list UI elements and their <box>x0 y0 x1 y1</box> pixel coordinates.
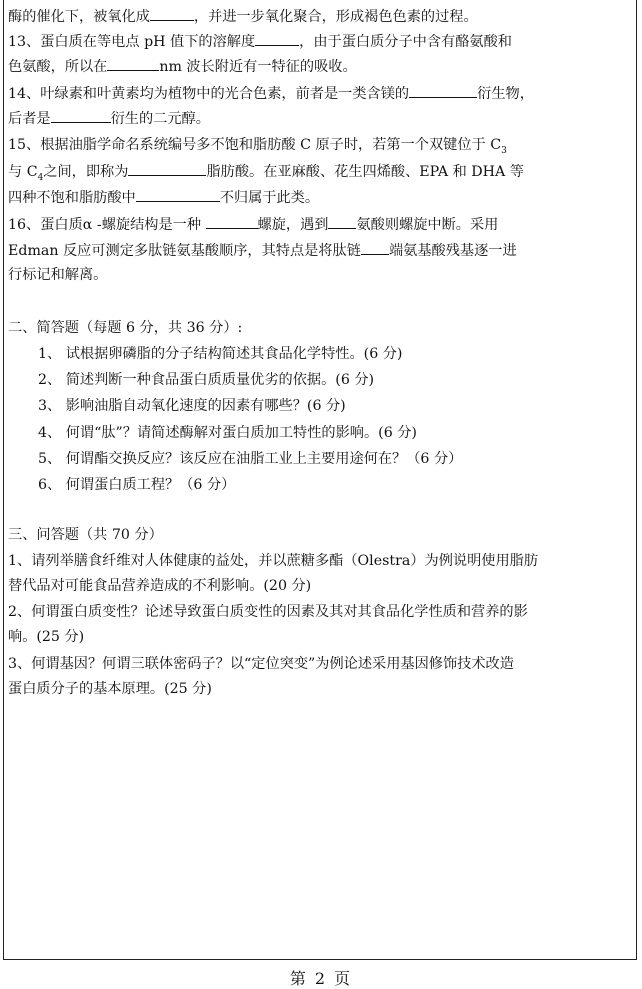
fill-line-2 <box>8 31 512 51</box>
text-segment: 螺旋，遇到 <box>257 217 329 233</box>
section2-item-6: 6、 何谓蛋白质工程？（6 分） <box>38 477 236 493</box>
text-segment: 与 C <box>8 164 38 180</box>
answer-blank[interactable] <box>136 187 220 202</box>
text-segment: 衍生物， <box>477 86 534 102</box>
fill-line-1 <box>8 6 478 26</box>
section2-item-4: 4、 何谓“肽”？请简述酶解对蛋白质加工特性的影响。(6 分) <box>38 425 417 441</box>
fill-line-4 <box>8 83 534 103</box>
section3-line-6: 蛋白质分子的基本原理。(25 分) <box>8 681 212 697</box>
answer-blank[interactable] <box>206 214 258 229</box>
answer-blank[interactable] <box>150 6 194 21</box>
text-segment: 四种不饱和脂肪酸中 <box>8 190 136 206</box>
fill-line-10 <box>8 240 517 260</box>
fill-line-6 <box>8 136 507 160</box>
page-number: 第 2 页 <box>289 969 353 988</box>
text-segment: 15、根据油脂学命名系统编号多不饱和脂肪酸 C 原子时，若第一个双键位于 C <box>8 137 502 153</box>
section3-title: 三、问答题（共 70 分） <box>8 527 163 543</box>
answer-blank[interactable] <box>51 108 111 123</box>
text-segment: 14、叶绿素和叶黄素均为植物中的光合色素，前者是一类含镁的 <box>8 86 410 102</box>
text-segment: ，并进一步氧化聚合，形成褐色色素的过程。 <box>193 9 478 25</box>
text-segment: 后者是 <box>8 111 51 127</box>
section2-item-1: 1、 试根据卵磷脂的分子结构简述其食品化学特性。(6 分) <box>38 346 403 362</box>
fill-line-7 <box>8 161 524 187</box>
text-segment: 端氨基酸残基逐一进 <box>388 243 517 259</box>
text-segment: 色氨酸，所以在 <box>8 59 108 75</box>
section3-line-3: 2、何谓蛋白质变性？论述导致蛋白质变性的因素及其对其食品化学性质和营养的影 <box>8 604 528 620</box>
section3-line-2: 替代品对可能食品营养造成的不利影响。(20 分) <box>8 578 312 594</box>
fill-line-5 <box>8 108 210 128</box>
fill-line-11 <box>8 266 107 284</box>
text-segment: 不归属于此类。 <box>219 190 320 206</box>
text-segment: 酶的催化下，被氧化成 <box>8 9 150 25</box>
subscript: 4 <box>37 172 44 183</box>
subscript: 3 <box>501 145 507 156</box>
section2-item-3: 3、 影响油脂自动氧化速度的因素有哪些？(6 分) <box>38 398 346 414</box>
fill-line-3 <box>8 56 357 76</box>
text-segment: Edman 反应可测定多肽链氨基酸顺序，其特点是将肽链 <box>8 243 361 259</box>
section2-title: 二、简答题（每题 6 分，共 36 分）: <box>8 320 243 336</box>
section2-item-2: 2、 简述判断一种食品蛋白质质量优劣的依据。(6 分) <box>38 372 375 388</box>
answer-blank[interactable] <box>128 161 206 176</box>
text-segment: 脂肪酸。在亚麻酸、花生四烯酸、EPA 和 DHA 等 <box>206 164 524 180</box>
answer-blank[interactable] <box>107 56 159 71</box>
text-segment: 16、蛋白质α -螺旋结构是一种 <box>8 217 206 233</box>
text-segment: ，由于蛋白质分子中含有酪氨酸和 <box>299 34 512 50</box>
fill-line-8 <box>8 187 319 207</box>
section3-line-1: 1、请列举膳食纤维对人体健康的益处，并以蔗糖多酯（Olestra）为例说明使用脂肪 <box>8 553 539 569</box>
answer-blank[interactable] <box>255 31 299 46</box>
section3-line-4: 响。(25 分) <box>8 629 85 645</box>
answer-blank[interactable] <box>409 83 477 98</box>
section3-line-5: 3、何谓基因？何谓三联体密码子？以“定位突变”为例论述采用基因修饰技术改造 <box>8 656 514 672</box>
text-segment: 13、蛋白质在等电点 pH 值下的溶解度 <box>8 34 256 50</box>
answer-blank[interactable] <box>328 214 356 229</box>
text-segment: 之间，即称为 <box>43 164 129 180</box>
section2-item-5: 5、 何谓酯交换反应？该反应在油脂工业上主要用途何在？（6 分） <box>38 451 463 467</box>
text-segment: 氨酸则螺旋中断。采用 <box>356 217 499 233</box>
text-segment: 衍生的二元醇。 <box>110 111 210 127</box>
answer-blank[interactable] <box>361 240 389 255</box>
text-segment: 行标记和解离。 <box>8 267 108 283</box>
fill-line-9 <box>8 214 498 234</box>
text-segment: nm 波长附近有一特征的吸收。 <box>159 59 357 75</box>
